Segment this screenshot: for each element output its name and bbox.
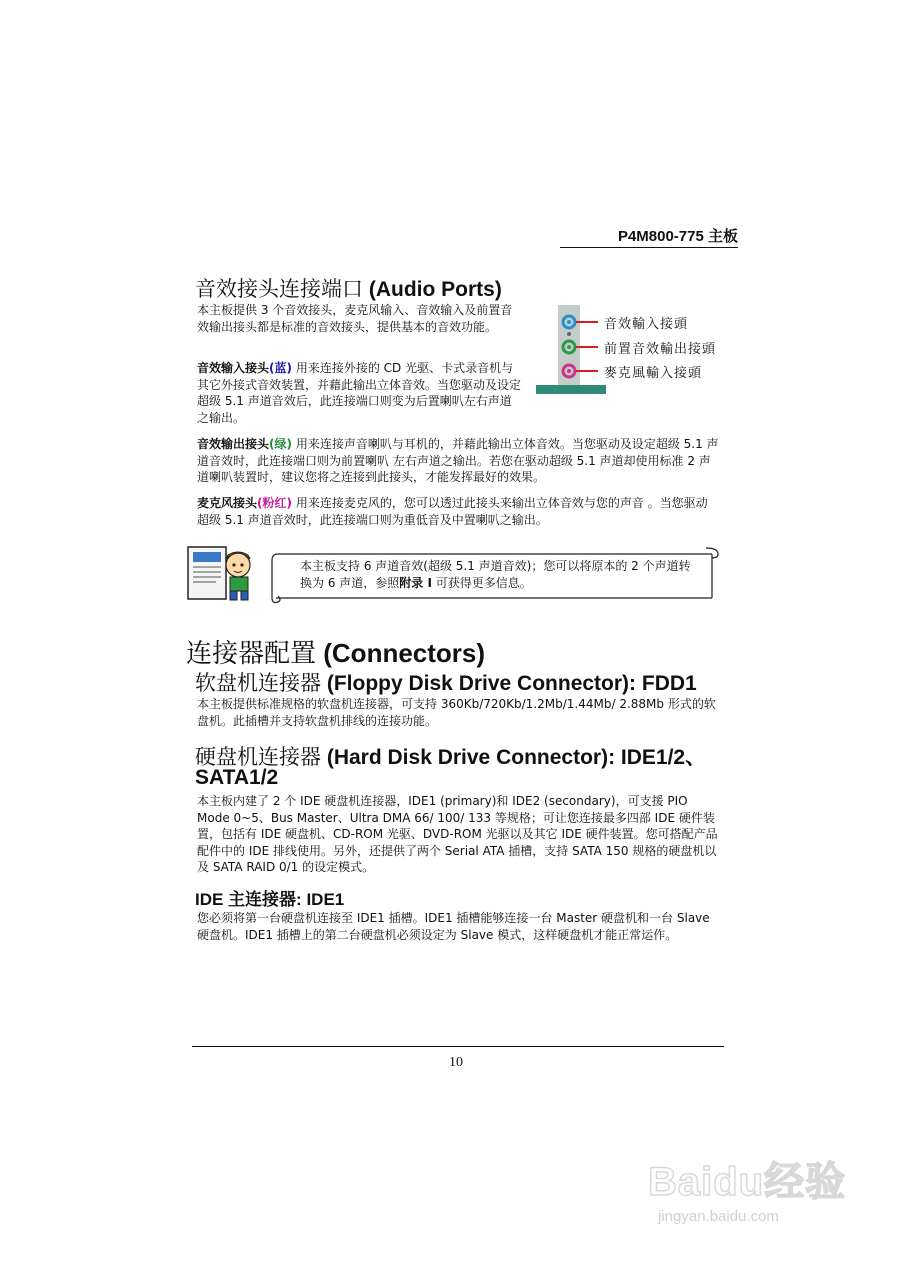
- ide1-paragraph: 您必须将第一台硬盘机连接至 IDE1 插槽。IDE1 插槽能够连接一台 Master 硬盘机和一台 Slave 硬盘机。IDE1 插槽上的第二台硬盘机必须设定为 Slave 模式，这样硬盘机才能正常运作。: [197, 911, 710, 942]
- audio-intro: 本主板提供 3 个音效接头，麦克风输入、音效输入及前置音效输出接头都是标准的音效接头，提供基本的音效功能。: [197, 303, 513, 334]
- hdd-heading-cn: 硬盘机连接器: [195, 745, 321, 769]
- line-in-paragraph: [197, 360, 522, 426]
- line-out-color: (绿): [269, 437, 292, 451]
- connectors-heading-cn: 连接器配置: [186, 639, 317, 669]
- baidu-watermark-url: jingyan.baidu.com: [658, 1208, 779, 1225]
- audio-ports-heading: [195, 273, 502, 303]
- line-out-text: 用来连接声音喇叭与耳机的，并藉此输出立体音效。当您驱动及设定超级 5.1 声道音效时，此连接端口则为前置喇叭 左右声道之输出。若您在驱动超级 5.1 声道却使用标准 2 声道喇叭装置时，建议您将之连接到此接头，才能发挥最好的效果。: [197, 437, 719, 484]
- line-in-jack-center: [567, 320, 571, 324]
- fdd-paragraph: 本主板提供标准规格的软盘机连接器，可支持 360Kb/720Kb/1.2Mb/1.44Mb/ 2.88Mb 形式的软盘机。此插槽并支持软盘机排线的连接功能。: [197, 697, 716, 728]
- fdd-heading: [195, 667, 697, 697]
- mic-color: (粉红): [257, 496, 292, 510]
- connectors-heading-en: (Connectors): [323, 638, 486, 668]
- fdd-heading-cn: 软盘机连接器: [195, 671, 321, 695]
- hdd-heading-line2: SATA1/2: [195, 766, 279, 789]
- note-text-a: 本主板支持 6 声道音效(超级 5.1 声道音效)；您可以将原本的 2 个声道转换为 6 声道，参照: [300, 559, 691, 590]
- jack-panel-base: [536, 385, 606, 394]
- line-out-jack-center: [567, 345, 571, 349]
- line-in-label: 音效输入接头: [197, 361, 270, 375]
- jack-divider-dot: [567, 332, 571, 336]
- audio-heading-en: (Audio Ports): [368, 278, 502, 301]
- note-text-b: 可获得更多信息。: [435, 575, 532, 590]
- line-in-color: (蓝): [269, 361, 292, 375]
- page-header-model: P4M800-775 主板: [560, 225, 738, 248]
- mic-paragraph: [197, 495, 722, 528]
- line-out-paragraph: [197, 436, 722, 486]
- audio-heading-cn: 音效接头连接端口: [195, 277, 363, 301]
- page-number: 10: [449, 1055, 463, 1070]
- port-label-line-out: 前置音效輸出接頭: [604, 342, 717, 357]
- mic-jack-center: [567, 369, 571, 373]
- appendix-link: 附录 I: [399, 575, 432, 590]
- hdd-heading-en: (Hard Disk Drive Connector): IDE1/2、: [326, 746, 707, 769]
- fdd-heading-en: (Floppy Disk Drive Connector): FDD1: [326, 672, 697, 695]
- mic-label: 麦克风接头: [197, 496, 258, 510]
- note-text: [300, 558, 700, 591]
- connectors-heading: [186, 633, 485, 670]
- line-out-label: 音效输出接头: [197, 437, 270, 451]
- mic-text: 用来连接麦克风的，您可以透过此接头来输出立体音效与您的声音 。当您驱动 超级 5.1 声道音效时，此连接端口则为重低音及中置喇叭之输出。: [197, 496, 708, 527]
- baidu-watermark-logo: Baidu经验: [648, 1160, 847, 1204]
- line-in-text: 用来连接外接的 CD 光驱、卡式录音机与其它外接式音效装置，并藉此输出立体音效。当您驱动及设定超级 5.1 声道音效后，此连接端口则变为后置喇叭左右声道之输出。: [197, 361, 522, 425]
- ide1-heading: IDE 主连接器: IDE1: [195, 890, 345, 909]
- footer-rule: [192, 1046, 724, 1047]
- hdd-paragraph: 本主板内建了 2 个 IDE 硬盘机连接器，IDE1 (primary)和 IDE2 (secondary)，可支援 PIO Mode 0~5、Bus Master、Ultra DMA 66/ 100/ 133 等规格；可让您连接最多四部 IDE 硬件装置，包括有 IDE 硬盘机、CD-ROM 光驱、DVD-ROM 光驱以及其它 IDE 硬件装置。您可搭配产品配件中的 IDE 排线使用。另外，还提供了两个 Serial ATA 插槽，支持 SATA 150 规格的硬盘机以及 SATA RAID 0/1 的设定模式。: [197, 794, 718, 874]
- reading-mascot-icon: [186, 545, 266, 603]
- port-label-mic: 麥克風輸入接頭: [604, 366, 703, 381]
- port-label-line-in: 音效輸入接頭: [604, 317, 689, 332]
